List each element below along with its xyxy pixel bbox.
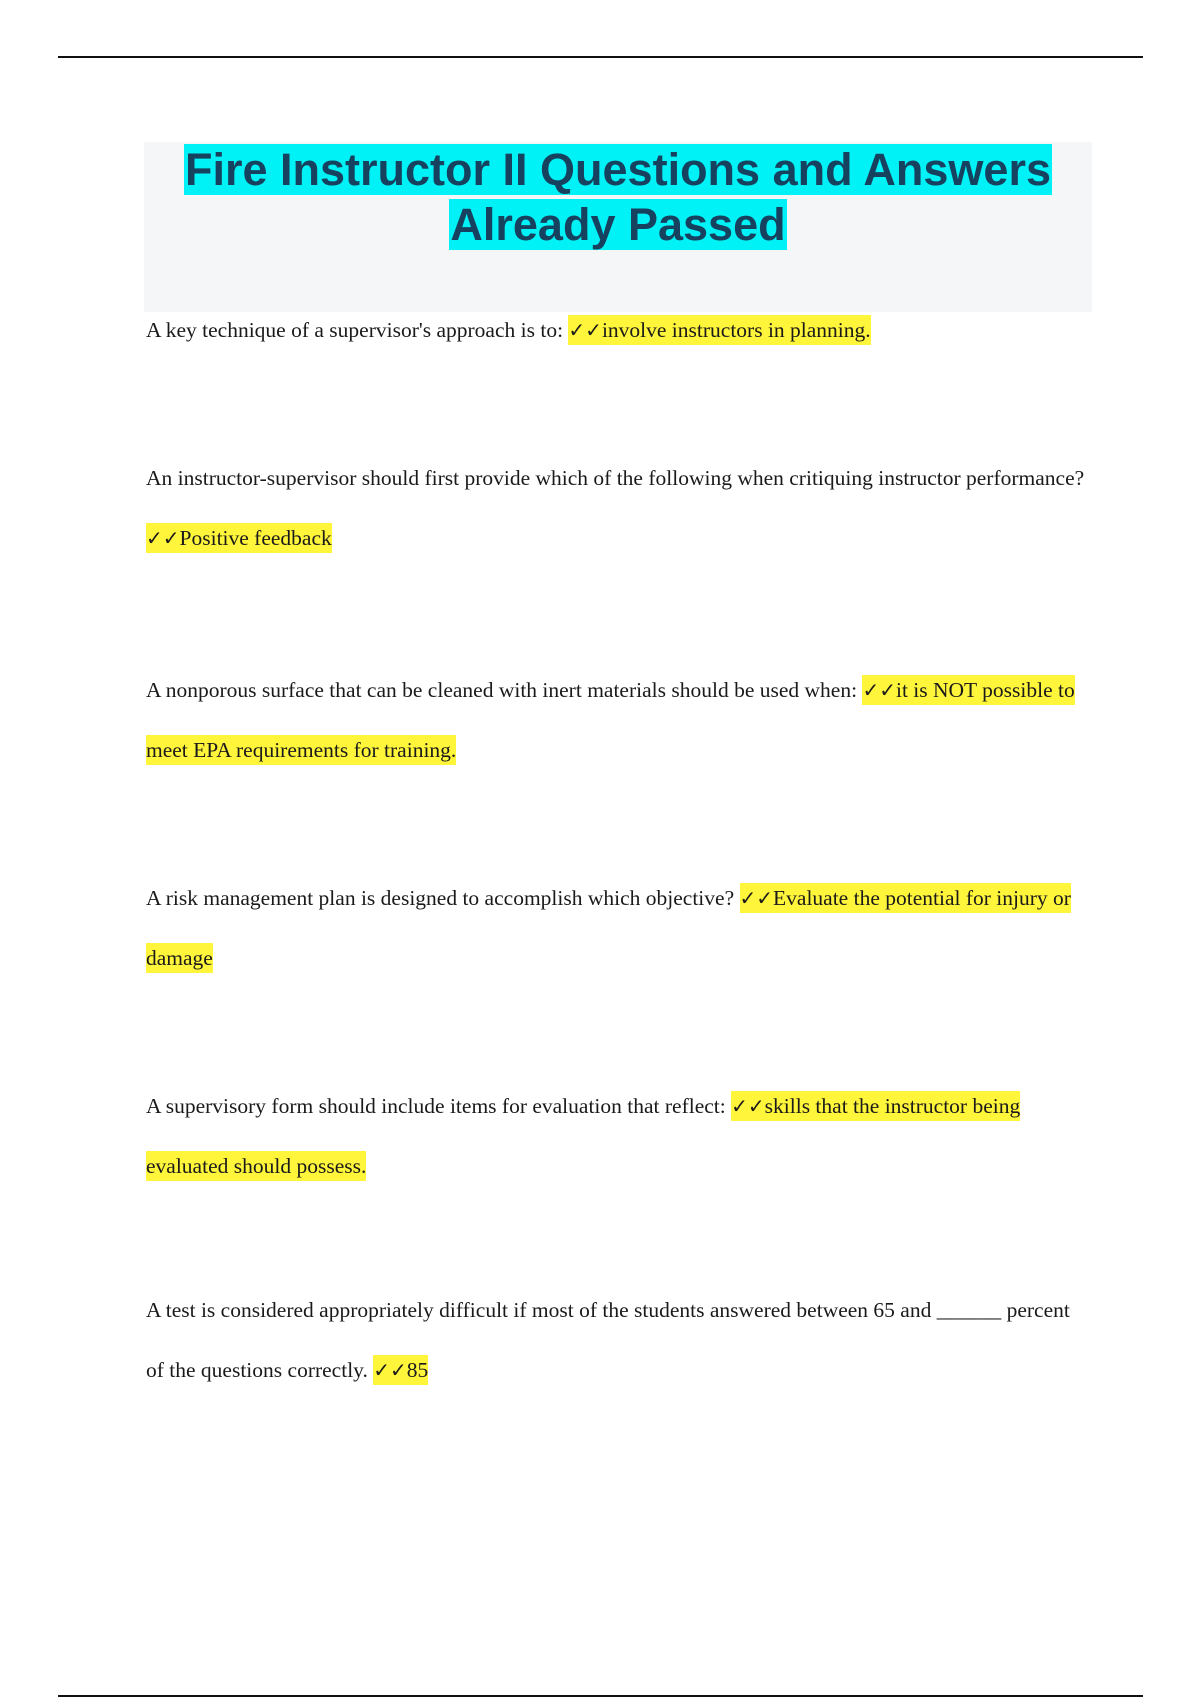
qa-item [146, 1076, 1086, 1196]
qa-item [146, 300, 1086, 360]
page-title-line-2: Already Passed [450, 199, 786, 250]
qa-item [146, 448, 1086, 568]
question-text: A risk management plan is designed to accomplish which objective? [146, 886, 740, 910]
qa-item [146, 868, 1086, 988]
answer-text: Evaluate the potential for injury or damage [146, 886, 1071, 970]
double-check-icon: ✓✓ [568, 318, 602, 342]
question-text: A key technique of a supervisor's approach is to: [146, 318, 569, 342]
footer-rule [58, 1695, 1143, 1697]
answer-text: skills that the instructor being evaluated should possess. [146, 1094, 1021, 1178]
answer-highlight [146, 523, 332, 553]
double-check-icon: ✓✓ [731, 1094, 765, 1118]
answer-text: 85 [406, 1358, 429, 1382]
question-text: An instructor-supervisor should first provide which of the following when critiquing instructor performance? [146, 466, 1085, 490]
double-check-icon: ✓✓ [739, 886, 774, 910]
answer-text: Positive feedback [179, 526, 332, 550]
double-check-icon: ✓✓ [373, 1358, 407, 1382]
question-text: A test is considered appropriately difficult if most of the students answered between 65 and ______ percent of the questions correctly. [146, 1298, 1070, 1382]
answer-highlight [568, 315, 870, 345]
double-check-icon: ✓✓ [862, 678, 896, 702]
qa-item [146, 1280, 1086, 1400]
qa-item [146, 660, 1086, 780]
question-text: A nonporous surface that can be cleaned with inert materials should be used when: [146, 678, 863, 702]
question-text: A supervisory form should include items for evaluation that reflect: [146, 1094, 732, 1118]
answer-text: involve instructors in planning. [601, 318, 871, 342]
header-rule [58, 56, 1143, 58]
answer-text: it is NOT possible to meet EPA requirements for training. [146, 678, 1075, 762]
page-title-line-1: Fire Instructor II Questions and Answers [184, 144, 1051, 195]
title-block [144, 142, 1092, 312]
double-check-icon: ✓✓ [146, 526, 180, 550]
answer-highlight [373, 1355, 428, 1385]
